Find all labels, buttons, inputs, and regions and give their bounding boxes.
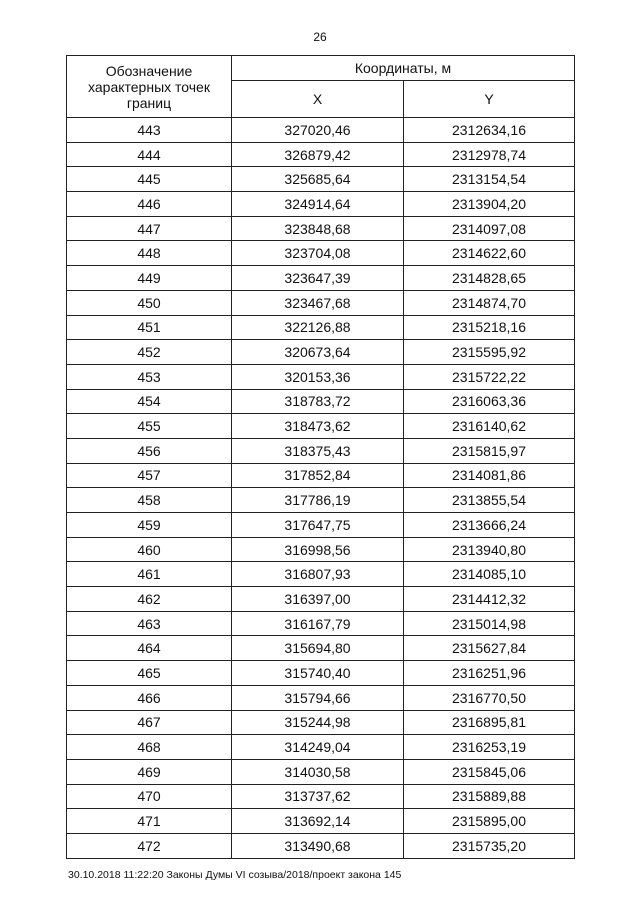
cell-y: 2315889,88 — [404, 784, 575, 809]
cell-point-number: 460 — [67, 537, 232, 562]
cell-x: 323467,68 — [232, 290, 404, 315]
cell-point-number: 455 — [67, 414, 232, 439]
cell-point-number: 462 — [67, 587, 232, 612]
cell-point-number: 445 — [67, 167, 232, 192]
cell-x: 320153,36 — [232, 364, 404, 389]
cell-y: 2315595,92 — [404, 340, 575, 365]
cell-x: 323647,39 — [232, 266, 404, 291]
cell-x: 313737,62 — [232, 784, 404, 809]
cell-point-number: 466 — [67, 685, 232, 710]
cell-point-number: 457 — [67, 463, 232, 488]
cell-x: 323704,08 — [232, 241, 404, 266]
cell-x: 318783,72 — [232, 389, 404, 414]
table-row — [67, 809, 575, 834]
header-point-designation: Обозначение характерных точек границ — [67, 56, 232, 118]
table-body — [67, 118, 575, 859]
cell-y: 2316140,62 — [404, 414, 575, 439]
cell-y: 2314622,60 — [404, 241, 575, 266]
cell-point-number: 467 — [67, 710, 232, 735]
cell-x: 327020,46 — [232, 118, 404, 143]
cell-x: 317647,75 — [232, 513, 404, 538]
cell-point-number: 452 — [67, 340, 232, 365]
table-row — [67, 735, 575, 760]
cell-point-number: 470 — [67, 784, 232, 809]
header-y: Y — [404, 81, 575, 118]
cell-point-number: 454 — [67, 389, 232, 414]
table-row — [67, 216, 575, 241]
cell-point-number: 461 — [67, 562, 232, 587]
cell-x: 316998,56 — [232, 537, 404, 562]
cell-point-number: 456 — [67, 438, 232, 463]
cell-y: 2316895,81 — [404, 710, 575, 735]
cell-point-number: 446 — [67, 192, 232, 217]
table-row — [67, 142, 575, 167]
cell-y: 2316253,19 — [404, 735, 575, 760]
cell-point-number: 468 — [67, 735, 232, 760]
cell-x: 326879,42 — [232, 142, 404, 167]
cell-x: 313490,68 — [232, 833, 404, 858]
cell-x: 318473,62 — [232, 414, 404, 439]
page-number: 26 — [313, 30, 327, 44]
cell-point-number: 472 — [67, 833, 232, 858]
table-row — [67, 759, 575, 784]
cell-point-number: 448 — [67, 241, 232, 266]
cell-point-number: 471 — [67, 809, 232, 834]
table-row — [67, 340, 575, 365]
cell-y: 2315845,06 — [404, 759, 575, 784]
cell-y: 2313154,54 — [404, 167, 575, 192]
table-row — [67, 636, 575, 661]
cell-x: 315694,80 — [232, 636, 404, 661]
coordinates-table — [66, 55, 575, 859]
cell-y: 2315627,84 — [404, 636, 575, 661]
cell-point-number: 458 — [67, 488, 232, 513]
cell-x: 315244,98 — [232, 710, 404, 735]
table-row — [67, 463, 575, 488]
cell-x: 323848,68 — [232, 216, 404, 241]
cell-x: 316807,93 — [232, 562, 404, 587]
cell-y: 2316770,50 — [404, 685, 575, 710]
cell-y: 2312978,74 — [404, 142, 575, 167]
cell-y: 2314085,10 — [404, 562, 575, 587]
table-row — [67, 290, 575, 315]
table-row — [67, 833, 575, 858]
cell-x: 316167,79 — [232, 611, 404, 636]
cell-y: 2313855,54 — [404, 488, 575, 513]
table-row — [67, 241, 575, 266]
table-row — [67, 537, 575, 562]
table-row — [67, 587, 575, 612]
cell-x: 313692,14 — [232, 809, 404, 834]
cell-y: 2314412,32 — [404, 587, 575, 612]
cell-point-number: 449 — [67, 266, 232, 291]
cell-x: 320673,64 — [232, 340, 404, 365]
cell-y: 2315722,22 — [404, 364, 575, 389]
cell-y: 2314081,86 — [404, 463, 575, 488]
cell-x: 315740,40 — [232, 661, 404, 686]
table-row — [67, 315, 575, 340]
cell-x: 324914,64 — [232, 192, 404, 217]
table-row — [67, 685, 575, 710]
cell-y: 2316063,36 — [404, 389, 575, 414]
table-row — [67, 414, 575, 439]
table-row — [67, 784, 575, 809]
table-row — [67, 611, 575, 636]
cell-point-number: 447 — [67, 216, 232, 241]
table-row — [67, 562, 575, 587]
table-row — [67, 118, 575, 143]
cell-point-number: 444 — [67, 142, 232, 167]
header-coordinates: Координаты, м — [232, 56, 575, 81]
cell-point-number: 465 — [67, 661, 232, 686]
cell-y: 2312634,16 — [404, 118, 575, 143]
cell-point-number: 469 — [67, 759, 232, 784]
cell-x: 317786,19 — [232, 488, 404, 513]
cell-y: 2314874,70 — [404, 290, 575, 315]
cell-y: 2314828,65 — [404, 266, 575, 291]
cell-x: 315794,66 — [232, 685, 404, 710]
cell-x: 314030,58 — [232, 759, 404, 784]
table-row — [67, 488, 575, 513]
table-row — [67, 167, 575, 192]
table-row — [67, 364, 575, 389]
table-row — [67, 710, 575, 735]
cell-x: 318375,43 — [232, 438, 404, 463]
table-row — [67, 266, 575, 291]
cell-x: 325685,64 — [232, 167, 404, 192]
table-row — [67, 389, 575, 414]
cell-point-number: 453 — [67, 364, 232, 389]
cell-point-number: 443 — [67, 118, 232, 143]
cell-y: 2313940,80 — [404, 537, 575, 562]
cell-point-number: 451 — [67, 315, 232, 340]
cell-y: 2314097,08 — [404, 216, 575, 241]
header-x: X — [232, 81, 404, 118]
table-row — [67, 513, 575, 538]
cell-y: 2315815,97 — [404, 438, 575, 463]
table-header — [67, 56, 575, 118]
cell-point-number: 463 — [67, 611, 232, 636]
cell-y: 2315735,20 — [404, 833, 575, 858]
cell-y: 2315014,98 — [404, 611, 575, 636]
cell-y: 2313666,24 — [404, 513, 575, 538]
table-row — [67, 192, 575, 217]
cell-y: 2313904,20 — [404, 192, 575, 217]
cell-y: 2315218,16 — [404, 315, 575, 340]
cell-x: 322126,88 — [232, 315, 404, 340]
cell-x: 314249,04 — [232, 735, 404, 760]
table-row — [67, 438, 575, 463]
cell-point-number: 464 — [67, 636, 232, 661]
cell-y: 2316251,96 — [404, 661, 575, 686]
cell-point-number: 459 — [67, 513, 232, 538]
footer-note: 30.10.2018 11:22:20 Законы Думы VI созыва/2018/проект закона 145 — [68, 869, 402, 881]
cell-point-number: 450 — [67, 290, 232, 315]
cell-x: 316397,00 — [232, 587, 404, 612]
cell-x: 317852,84 — [232, 463, 404, 488]
table-row — [67, 661, 575, 686]
cell-y: 2315895,00 — [404, 809, 575, 834]
